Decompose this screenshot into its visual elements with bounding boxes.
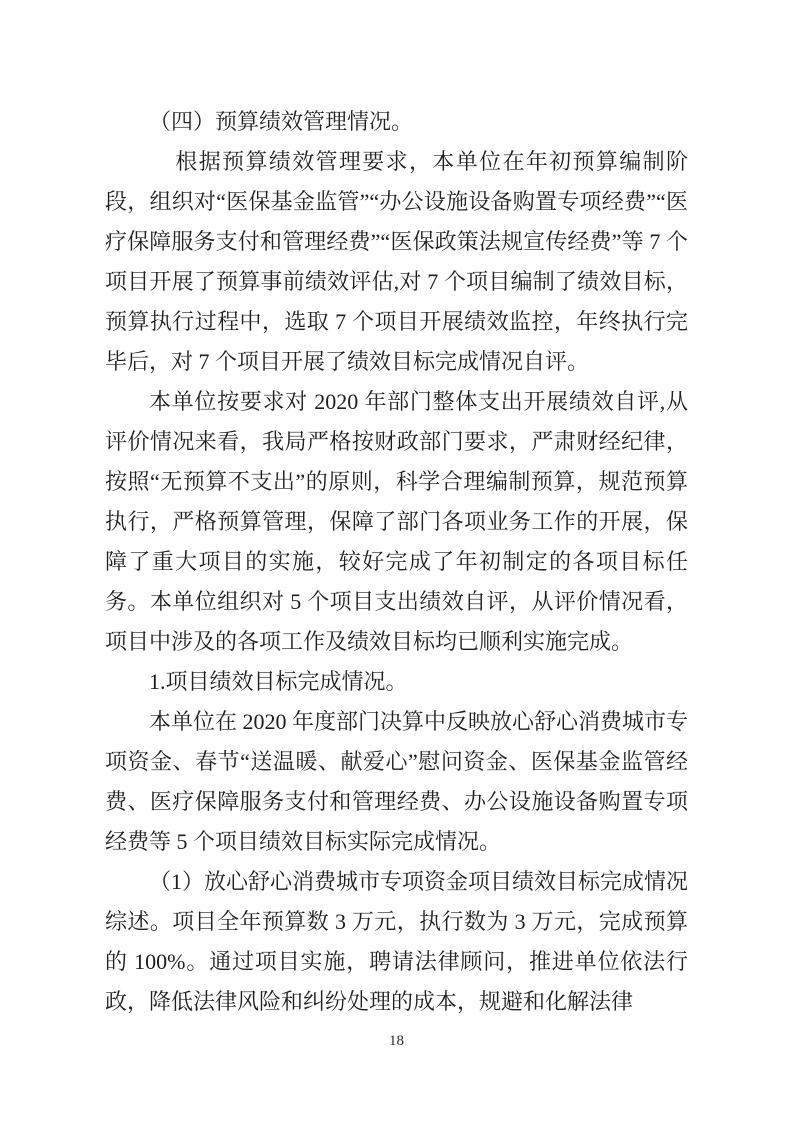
paragraph-overall-expenditure-self-evaluation: 本单位按要求对 2020 年部门整体支出开展绩效自评,从评价情况来看，我局严格按财政部门要求，严肃财经纪律，按照“无预算不支出”的原则，科学合理编制预算，规范预算执行，严格预算管理，保障了部门各项业务工作的开展，保障了重大项目的实施，较好完成了年初制定的各项目标任务。本单位组织对 5 个项目支出绩效自评，从评价情况看，项目中涉及的各项工作及绩效目标均已顺利实施完成。 xyxy=(105,389,688,654)
subsection-heading-project-goal-completion: 1.项目绩效目标完成情况。 xyxy=(149,669,408,694)
section-heading-budget-performance: （四）预算绩效管理情况。 xyxy=(149,109,414,134)
paragraph-consumer-city-fund-detail: （1）放心舒心消费城市专项资金项目绩效目标完成情况综述。项目全年预算数 3 万元，执行数为 3 万元，完成预算的 100%。通过项目实施，聘请法律顾问，推进单位依法行政，降低法律风险和纠纷处理的成本，规避和化解法律 xyxy=(105,869,689,1014)
document-body xyxy=(105,102,688,1022)
page-number: 18 xyxy=(389,1033,404,1049)
paragraph-performance-evaluation-overview: 根据预算绩效管理要求，本单位在年初预算编制阶段，组织对“医保基金监管”“办公设施设备购置专项经费”“医疗保障服务支付和管理经费”“医保政策法规宣传经费”等 7 个项目开展了预算事前绩效评估,对 7 个项目编制了绩效目标，预算执行过程中，选取 7 个项目开展绩效监控，年终执行完毕后，对 7 个项目开展了绩效目标完成情况自评。 xyxy=(105,149,688,374)
paragraph-five-projects-summary: 本单位在 2020 年度部门决算中反映放心舒心消费城市专项资金、春节“送温暖、献爱心”慰问资金、医保基金监管经费、医疗保障服务支付和管理经费、办公设施设备购置专项经费等 5 个项目绩效目标实际完成情况。 xyxy=(105,709,689,854)
